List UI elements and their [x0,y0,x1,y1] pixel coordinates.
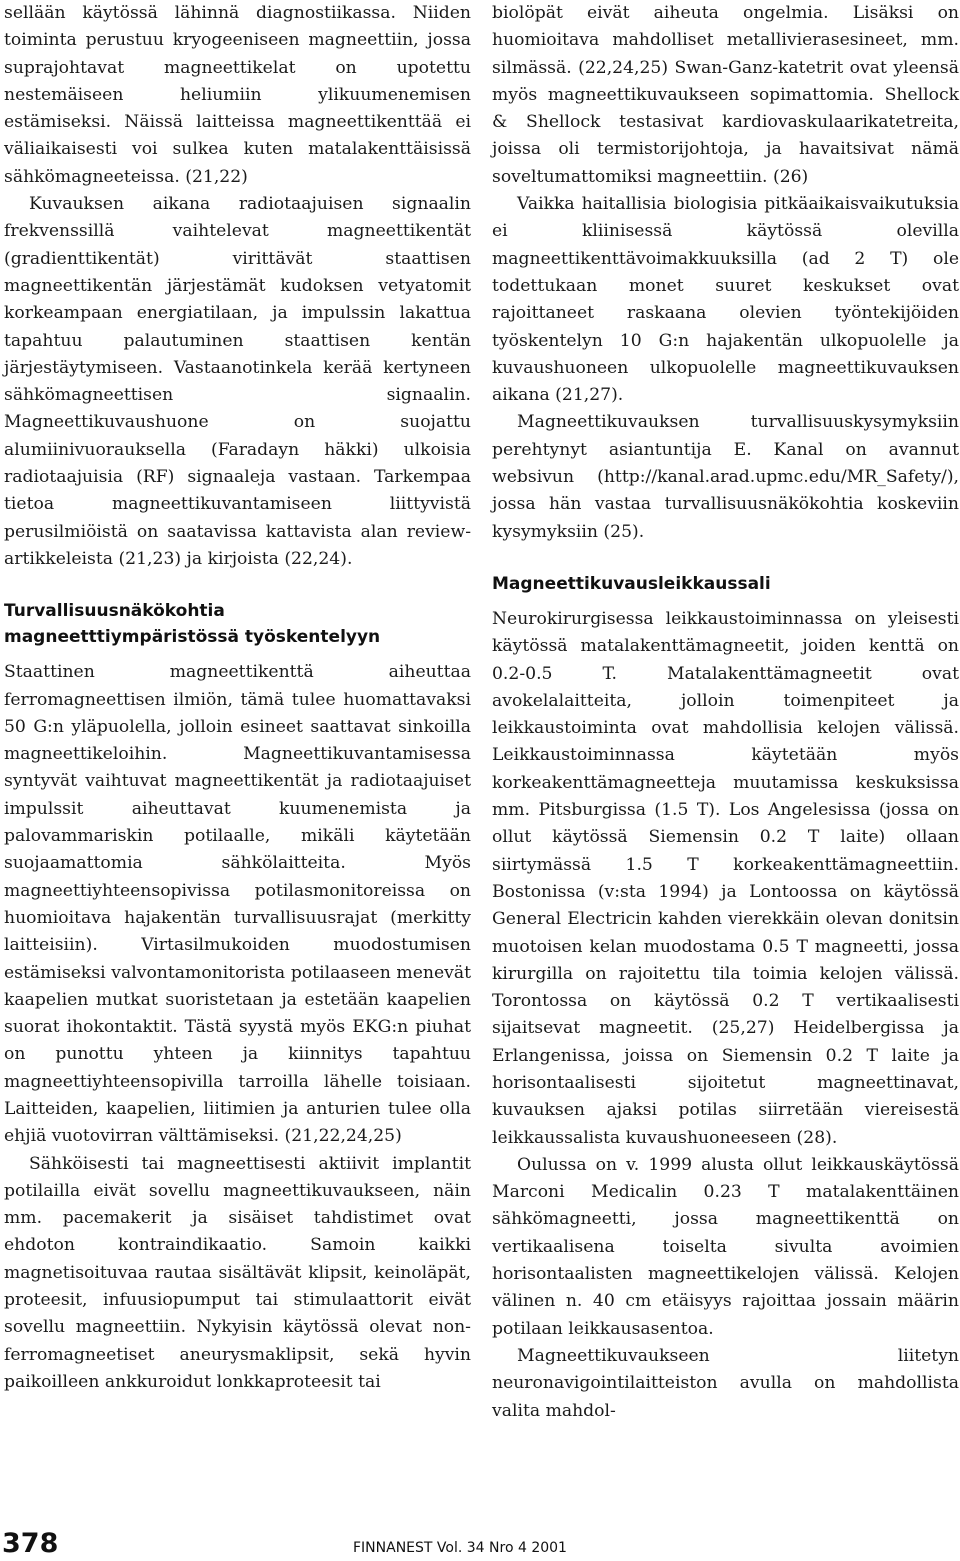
section-heading [4,598,471,650]
paragraph: Neurokirurgisessa leikkaustoiminnassa on yleisesti käytössä matalakenttämagneetit, joiden kenttä on 0.2-0.5 T. Matalakenttämagneetit ovat avokelalaitteita, jolloin toimenpiteet ja leikkaustoiminta ovat mahdollisia kelojen välissä. Leikkaustoiminnassa käytetään myös korkeakenttämagneetteja muutamissa keskuksissa mm. Pitsburgissa (1.5 T). Los Angelesissa (jossa on ollut käytössä Siemensin 0.2 T laite) ollaan siirtymässä 1.5 T korkeakenttämagneettiin. Bostonissa (v:sta 1994) ja Lontoossa on käytössä General Electricin kahden vierekkäin olevan donitsin muotoisen kelan muodostama 0.5 T magneetti, jossa kirurgilla on rajoitettu tila toimia kelojen välissä. Torontossa on käytössä 0.2 T vertikaalisesti sijaitsevat magneetit. (25,27) Heidelbergissa ja Erlangenissa, joissa on Siemensin 0.2 T laite ja horisontaalisesti sijoitetut magneettinavat, kuvauksen ajaksi potilas siirretään viereisestä leikkaussalista kuvaushuoneeseen (28). [492,608,959,1148]
paragraph: Staattinen magneettikenttä aiheuttaa ferromagneettisen ilmiön, tämä tulee huomattavaksi 50 G:n yläpuolella, jolloin esineet saattavat sinkoilla magneettikeloihin. Magneettikuvantamisessa syntyvät vaihtuvat magneettikentät ja radiotaajuiset impulssit aiheuttavat kuumenemista ja palovammariskin potilaalle, mikäli käytetään suojaamattomia sähkölaitteita. Myös magneettiyhteensopivissa potilasmonitoreissa on huomioitava hajakentän turvallisuusrajat (merkitty laitteisiin). Virtasilmukoiden muodostumisen estämiseksi valvontamonitorista potilaaseen menevät kaapelien mutkat suoristetaan ja estetään kaapelien suorat ihokontaktit. Tästä syystä myös EKG:n piuhat on punottu yhteen ja kiinnitys tapahtuu magneettiyhteensopivilla tarroilla lähelle toisiaan. Laitteiden, kaapelien, liitimien ja anturien tulee olla ehjiä vuotovirran välttämiseksi. (21,22,24,25) [4,662,471,1147]
page-number: 378 [2,1528,59,1559]
paragraph: Magneettikuvauksen turvallisuuskysymyksiin perehtynyt asiantuntija E. Kanal on avannut websivun (http://kanal.arad.upmc.edu/MR_Safety/), jossa hän vastaa turvallisuusnäkökohtia koskeviin kysymyksiin (25). [492,412,959,542]
page-footer [0,1528,960,1561]
section-heading-line: magneetttiympäristössä työskentelyyn [4,627,381,648]
journal-reference: FINNANEST Vol. 34 Nro 4 2001 [353,1540,567,1556]
paragraph: sellään käytössä lähinnä diagnostiikassa. Niiden toiminta perustuu kryogeeniseen magneettiin, jossa suprajohtavat magneettikelat on upotettu nestemäiseen heliumiin ylikuumenemisen estämiseksi. Näissä laitteissa magneettikenttää ei väliaikaisesti voi sulkea kuten matalakenttäisissä sähkömagneeteissa. (21,22) [4,3,471,187]
paragraph: Vaikka haitallisia biologisia pitkäaikaisvaikutuksia ei kliinisessä käytössä olevilla magneettikenttävoimakkuuksilla (ad 2 T) ole todettukaan monet suuret keskukset ovat rajoittaneet raskaana olevien työntekijöiden työskentelyn 10 G:n hajakentän ulkopuolelle ja kuvaushuoneen ulkopuolelle magneettikuvauksen aikana (21,27). [492,194,959,406]
right-column [492,0,959,1425]
left-column [4,0,471,1396]
paragraph: Kuvauksen aikana radiotaajuisen signaalin frekvenssillä vaihtelevat magneettikentät (gradienttikentät) virittävät staattisen magneettikentän järjestämät kudoksen vetyatomit korkeampaan energiatilaan, ja impulssin lakattua tapahtuu palautuminen staattisen kentän järjestäytymiseen. Vastaanotinkela kerää kertyneen sähkömagneettisen signaalin. Magneettikuvaushuone on suojattu alumiinivuorauksella (Faradayn häkki) ulkoisia radiotaajuisia (RF) signaaleja vastaan. Tarkempaa tietoa magneettikuvantamiseen liittyvistä perusilmiöistä on saatavissa kattavista alan review-artikkeleista (21,23) ja kirjoista (22,24). [4,194,471,569]
section-heading: Magneettikuvausleikkaussali [492,573,771,594]
paragraph: Magneettikuvaukseen liitetyn neuronavigointilaitteiston avulla on mahdollista valita mahdol- [492,1345,959,1421]
paragraph: biolöpät eivät aiheuta ongelmia. Lisäksi on huomioitava mahdolliset metallivierasesineet, mm. silmässä. (22,24,25) Swan-Ganz-katetrit ovat yleensä myös magneettikuvaukseen sopimattomia. Shellock & Shellock testasivat kardiovaskulaarikatetreita, joissa oli termistorijohtoja, ja havaitsivat nämä soveltumattomiksi magneettiin. (26) [492,3,959,187]
section-heading-line: Turvallisuusnäkökohtia [4,601,225,622]
paragraph: Oulussa on v. 1999 alusta ollut leikkauskäytössä Marconi Medicalin 0.23 T matalakenttäinen sähkömagneetti, jossa magneettikenttä on vertikaalisena toiselta sivulta avoimien horisontaalisten magneettikelojen välissä. Kelojen välinen n. 40 cm etäisyys rajoittaa jossain määrin potilaan leikkausasentoa. [492,1154,959,1339]
paragraph: Sähköisesti tai magneettisesti aktiivit implantit potilailla eivät sovellu magneettikuvaukseen, näin mm. pacemakerit ja sisäiset tahdistimet ovat ehdoton kontraindikaatio. Samoin kaikki magnetisoituvaa rautaa sisältävät klipsit, keinoläpät, proteesit, infuusiopumput tai stimulaattorit eivät sovellu magneettiin. Nykyisin käytössä olevat non-ferromagneetiset aneurysmaklipsit, sekä hyvin paikoilleen ankkuroidut lonkkaproteesit tai [4,1153,471,1392]
